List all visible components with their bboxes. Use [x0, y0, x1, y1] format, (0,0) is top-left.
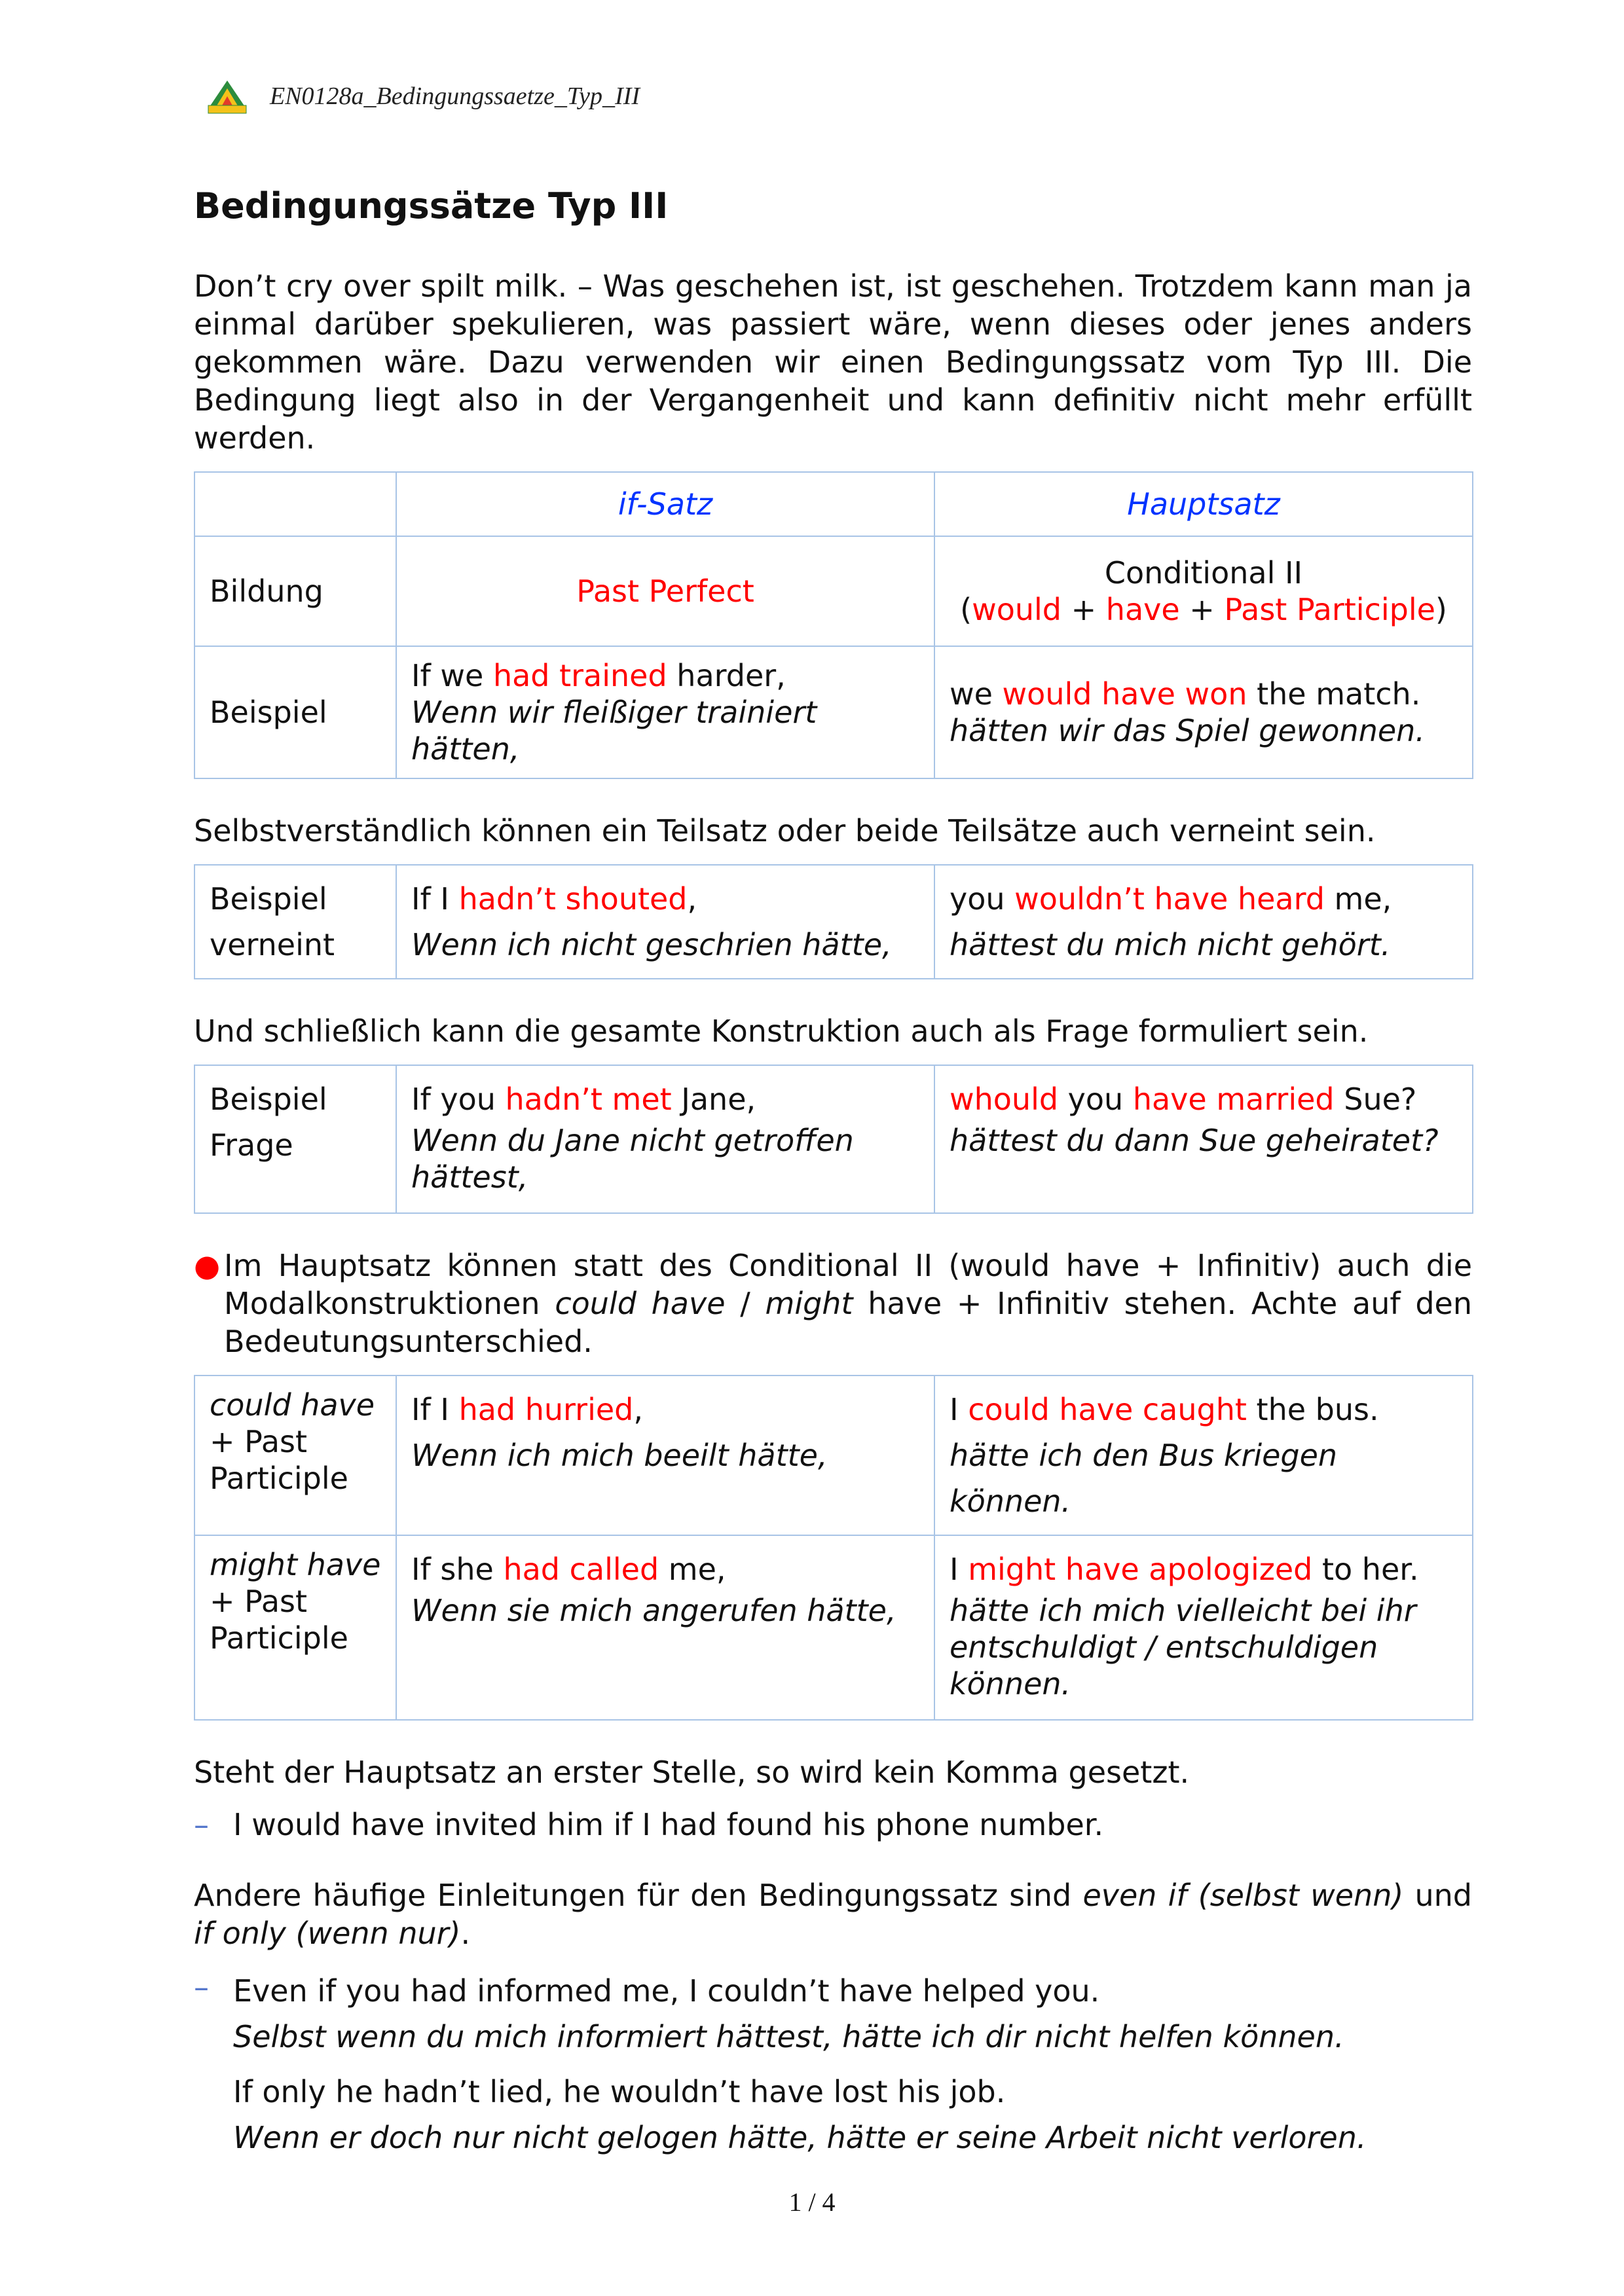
label-line: Beispiel	[210, 1082, 327, 1117]
highlight-text: would have won	[1002, 676, 1247, 712]
have-text: have	[1105, 592, 1180, 627]
lernwelt-logo-icon	[204, 78, 250, 115]
negation-table	[194, 864, 1473, 979]
text-span: the bus.	[1246, 1392, 1379, 1427]
label-line: + Past Participle	[210, 1424, 348, 1496]
main-example-en	[950, 1076, 1458, 1122]
if-example-de: Wenn ich nicht geschrien hätte,	[411, 927, 892, 962]
plus-text: +	[1061, 592, 1106, 627]
if-example-de: Wenn wir fleißiger trainiert hätten,	[411, 695, 817, 767]
comma-example	[194, 1806, 1472, 1844]
highlight-text: hadn’t shouted	[458, 881, 688, 917]
label-line: Frage	[210, 1127, 293, 1163]
table-row	[194, 1065, 1473, 1213]
example-en: If only he hadn’t lied, he wouldn’t have lost his job.	[233, 2074, 1006, 2109]
italic-text: might	[765, 1286, 853, 1321]
text-span: I	[950, 1392, 969, 1427]
other-intros-text	[194, 1876, 1472, 1952]
main-example-de: hättest du mich nicht gehört.	[950, 927, 1391, 962]
text-span: the match.	[1247, 676, 1421, 712]
would-text: would	[972, 592, 1061, 627]
text-span: If I	[411, 881, 459, 917]
text-span: .	[460, 1916, 471, 1951]
row-label	[194, 1535, 396, 1720]
table-header-main	[934, 472, 1473, 536]
if-example	[396, 1376, 934, 1535]
text-span: me,	[1324, 881, 1392, 917]
text-span: harder,	[667, 658, 786, 693]
highlight-text: hadn’t met	[505, 1082, 672, 1117]
label-line: + Past Participle	[210, 1584, 348, 1656]
if-example-de: Wenn sie mich angerufen hätte,	[411, 1593, 896, 1628]
highlight-text: have married	[1132, 1082, 1335, 1117]
example-de: Wenn er doch nur nicht gelogen hätte, hätte er seine Arbeit nicht verloren.	[233, 2120, 1367, 2155]
example-list	[194, 1968, 1472, 2160]
highlight-text: whould	[950, 1082, 1059, 1117]
intro-paragraph: Don’t cry over spilt milk. – Was geschehen ist, ist geschehen. Trotzdem kann man ja einmal darüber spekulieren, was passiert wäre, wenn dieses oder jenes anders gekommen wäre. Dazu verwenden wir einen Bedingungssatz vom Typ III. Die Bedingung liegt also in der Vergangenheit und kann definitiv nicht mehr erfüllt werden.	[194, 268, 1472, 456]
if-example-de: Wenn du Jane nicht getroffen hättest,	[411, 1123, 854, 1195]
table-row	[194, 1535, 1473, 1720]
text-span: If you	[411, 1082, 506, 1117]
main-example-de: hättest du dann Sue geheiratet?	[950, 1123, 1439, 1158]
if-example-en	[411, 657, 919, 694]
italic-text: even if (selbst wenn)	[1082, 1878, 1404, 1913]
page-title: Bedingungssätze Typ III	[194, 185, 669, 227]
main-example-de: hätte ich den Bus kriegen können.	[950, 1438, 1338, 1519]
highlight-text: wouldn’t have heard	[1014, 881, 1325, 917]
text-span: Sue?	[1334, 1082, 1417, 1117]
table-row	[194, 646, 1473, 778]
text-span: we	[950, 676, 1003, 712]
past-participle-text: Past Participle	[1224, 592, 1435, 627]
example-de: Selbst wenn du mich informiert hättest, hätte ich dir nicht helfen können.	[233, 2019, 1344, 2054]
bullet-text	[224, 1247, 1472, 1360]
table-row	[194, 472, 1473, 536]
highlight-text: could have caught	[968, 1392, 1247, 1427]
main-formation	[934, 536, 1473, 646]
label-line: Beispiel	[210, 881, 327, 917]
main-example-de: hätte ich mich vielleicht bei ihr entschuldigt / entschuldigen können.	[950, 1593, 1416, 1702]
text-span: und	[1403, 1878, 1472, 1913]
if-example	[396, 865, 934, 979]
main-example	[934, 646, 1473, 778]
header-filename: EN0128a_Bedingungssaetze_Typ_III	[270, 82, 640, 110]
text-span: If she	[411, 1552, 504, 1587]
main-example	[934, 1535, 1473, 1720]
text-span: Andere häufige Einleitungen für den Bedingungssatz sind	[194, 1878, 1083, 1913]
page-header	[204, 73, 640, 119]
bullet-dot-icon: ●	[194, 1248, 221, 1283]
dash-icon: –	[194, 1969, 209, 2005]
text-span: ,	[687, 881, 697, 917]
text-span: /	[725, 1286, 766, 1321]
italic-text: if only (wenn nur)	[194, 1916, 461, 1951]
if-formation	[396, 536, 934, 646]
if-example-en	[411, 1076, 919, 1122]
row-label: Beispiel	[194, 646, 396, 778]
comma-example-text: I would have invited him if I had found his phone number.	[233, 1807, 1104, 1842]
main-example-en	[950, 676, 1458, 712]
text-span: I	[950, 1552, 969, 1587]
highlight-text: might have apologized	[968, 1552, 1313, 1587]
text-span: If I	[411, 1392, 459, 1427]
main-example-en	[950, 1387, 1458, 1432]
if-example	[396, 1535, 934, 1720]
text-span: to her.	[1312, 1552, 1419, 1587]
main-header-text: Hauptsatz	[1127, 486, 1280, 522]
comma-rule-text: Steht der Hauptsatz an erster Stelle, so wird kein Komma gesetzt.	[194, 1755, 1190, 1790]
bullet-note	[194, 1247, 1472, 1360]
negation-text: Selbstverständlich können ein Teilsatz oder beide Teilsätze auch verneint sein.	[194, 813, 1376, 848]
example-lines	[233, 1968, 1367, 2160]
formation-table	[194, 471, 1473, 779]
modal-table	[194, 1375, 1473, 1721]
main-example	[934, 1376, 1473, 1535]
row-label: Bildung	[194, 536, 396, 646]
highlight-text: had trained	[492, 658, 667, 693]
question-text: Und schließlich kann die gesamte Konstruktion auch als Frage formuliert sein.	[194, 1013, 1369, 1049]
text-span: Jane,	[671, 1082, 756, 1117]
if-example-en	[411, 876, 919, 922]
conditional-ii-text: Conditional II	[1104, 555, 1303, 591]
label-italic: could have	[210, 1387, 375, 1423]
row-label	[194, 865, 396, 979]
italic-text: could have	[555, 1286, 726, 1321]
dash-icon: –	[194, 1807, 209, 1842]
text-span: you	[1058, 1082, 1133, 1117]
label-line: verneint	[210, 927, 335, 962]
text-span: ,	[633, 1392, 643, 1427]
text-span: you	[950, 881, 1015, 917]
if-header-text: if-Satz	[618, 486, 713, 522]
table-row	[194, 865, 1473, 979]
highlight-text: had hurried	[458, 1392, 634, 1427]
highlight-text: had called	[503, 1552, 659, 1587]
example-en: Even if you had informed me, I couldn’t have helped you.	[233, 1973, 1100, 2009]
if-example	[396, 1065, 934, 1213]
if-example-en	[411, 1387, 919, 1432]
page-number: 1 / 4	[788, 2187, 836, 2217]
label-italic: might have	[210, 1547, 381, 1582]
paren-open: (	[960, 592, 972, 627]
text-span: If we	[411, 658, 493, 693]
main-example	[934, 1065, 1473, 1213]
table-row	[194, 536, 1473, 646]
question-table	[194, 1065, 1473, 1214]
table-row	[194, 1376, 1473, 1535]
document-body	[194, 183, 1472, 2160]
text-span: have + Infinitiv stehen. Achte auf den Bedeutungsunterschied.	[224, 1286, 1472, 1359]
plus-text: +	[1179, 592, 1225, 627]
main-example-en	[950, 876, 1458, 922]
table-cell-empty	[194, 472, 396, 536]
text-span: Im Hauptsatz können statt des Conditional II (would have + Infinitiv) auch die Modalkonstruktionen	[224, 1248, 1472, 1321]
if-example-en	[411, 1546, 919, 1592]
if-example	[396, 646, 934, 778]
row-label	[194, 1376, 396, 1535]
main-example-en	[950, 1546, 1458, 1592]
past-perfect-text: Past Perfect	[576, 574, 754, 609]
main-example	[934, 865, 1473, 979]
paren-close: )	[1435, 592, 1447, 627]
if-example-de: Wenn ich mich beeilt hätte,	[411, 1438, 828, 1473]
table-header-if	[396, 472, 934, 536]
row-label	[194, 1065, 396, 1213]
text-span: me,	[659, 1552, 726, 1587]
main-example-de: hätten wir das Spiel gewonnen.	[950, 713, 1425, 748]
conditional-ii-formula	[950, 591, 1458, 628]
